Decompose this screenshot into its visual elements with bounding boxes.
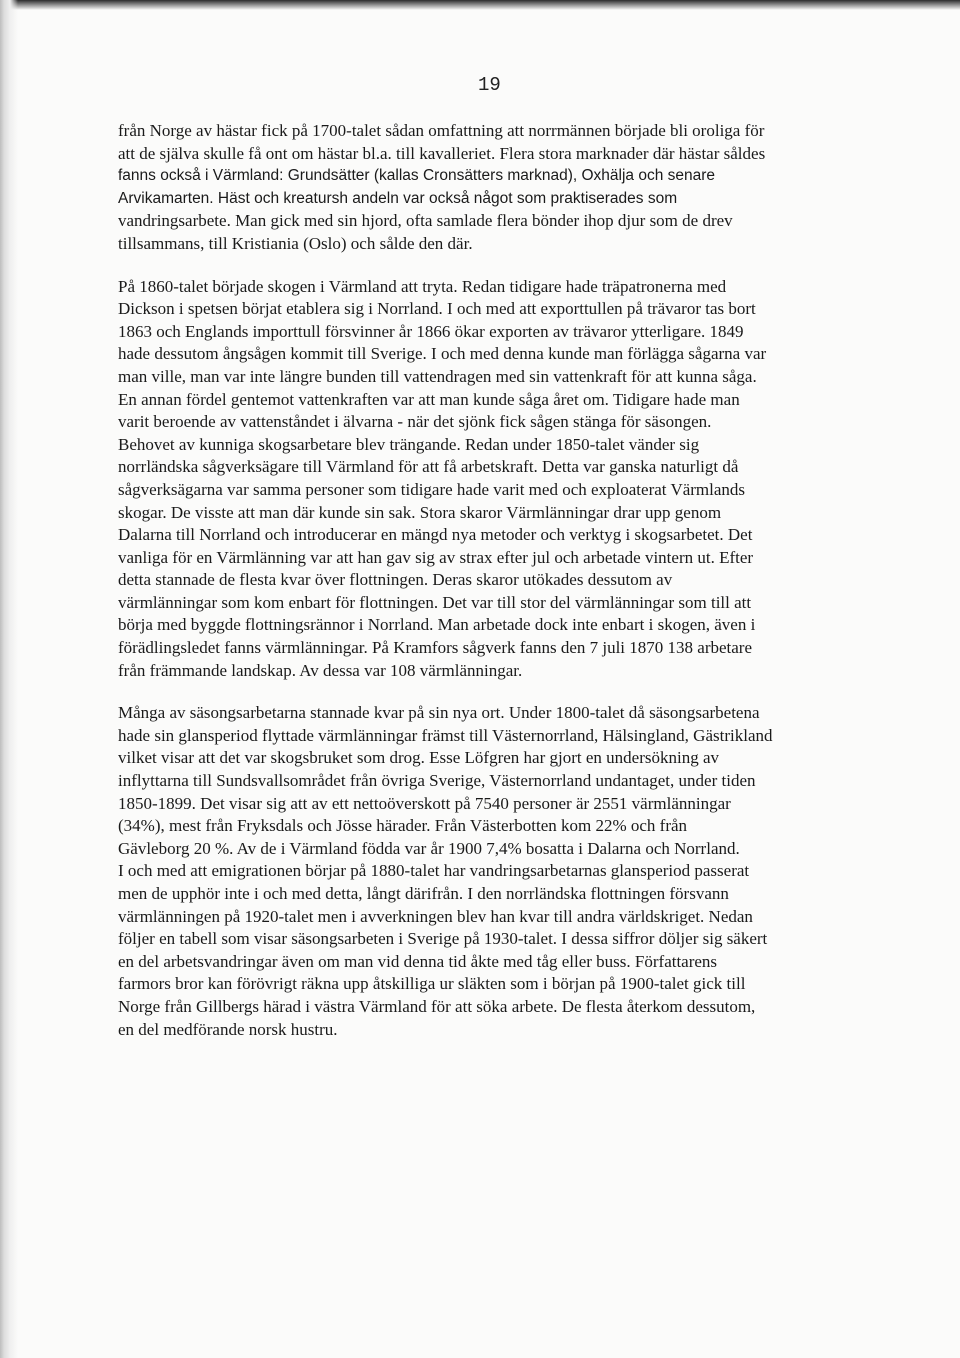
text-line: vandringsarbete. Man gick med sin hjord, ofta samlade flera bönder ihop djur som de drev [118, 211, 733, 231]
text-line: man ville, man var inte längre bunden till vattendragen med sin vattenkraft för att kunna såga. [118, 366, 757, 386]
text-line: På 1860-talet började skogen i Värmland att tryta. Redan tidigare hade träpatronerna med [118, 276, 727, 296]
text-line: inflyttarna till Sundsvallsområdet från övriga Sverige, Västernorrland undantaget, under tiden [118, 771, 756, 791]
text-line: detta stannade de flesta kvar över flottningen. Deras skaror utökades dessutom av [118, 570, 673, 590]
text-line: Många av säsongsarbetarna stannade kvar på sin nya ort. Under 1800-talet då säsongsarbetena [118, 703, 760, 723]
text-line: Gävleborg 20 %. Av de i Värmland födda var år 1900 7,4% bosatta i Dalarna och Norrland. [118, 838, 740, 858]
text-line: Dalarna till Norrland och introducerar en mängd nya metoder och verktyg i skogsarbetet. Det [118, 525, 753, 545]
text-line: I och med att emigrationen börjar på 1880-talet har vandringsarbetarnas glansperiod passerat [118, 861, 750, 881]
text-line: Norge från Gillbergs härad i västra Värmland för att söka arbete. De flesta återkom dessutom, [118, 996, 756, 1016]
text-line: 1850-1899. Det visar sig att av ett nettoöverskott på 7540 personer är 2551 värmlänningar [118, 793, 731, 813]
text-line: värmlänningen på 1920-talet men i avverkningen blev han kvar till andra världskriget. Nedan [118, 906, 753, 926]
text-line: en del medförande norsk hustru. [118, 1019, 338, 1039]
text-line: från främmande landskap. Av dessa var 108 värmlänningar. [118, 660, 523, 680]
text-line: vilket visar att det var skogsbruket som drog. Esse Löfgren har gjort en undersökning av [118, 748, 720, 768]
text-line: varit beroende av vattenståndet i älvarna - när det sjönk fick sågen stänga för säsongen. [118, 412, 712, 432]
text-line: hade dessutom ångsågen kommit till Sverige. I och med denna kunde man förlägga sågarna var [118, 344, 767, 364]
text-line: tillsammans, till Kristiania (Oslo) och sålde den där. [118, 233, 473, 253]
paragraph-3 [118, 702, 858, 1041]
text-line: Behovet av kunniga skogsarbetare blev trängande. Redan under 1850-talet vänder sig [118, 434, 700, 454]
body-text [118, 120, 858, 1061]
text-line: värmlänningar som kom enbart för flottningen. Det var till stor del värmlänningar som till att [118, 592, 752, 612]
scan-shadow-left [0, 0, 18, 1358]
text-line: en del arbetsvandringar även om man vid denna tid åkte med tåg eller buss. Författarens [118, 951, 718, 971]
text-line: Dickson i spetsen börjat etablera sig i Norrland. I och med att exporttullen på trävaror tas bort [118, 299, 756, 319]
text-line: 1863 och Englands importtull försvinner år 1866 ökar exporten av trävaror ytterligare. 1849 [118, 321, 744, 341]
paragraph-2 [118, 276, 858, 683]
text-line: vanliga för en Värmlänning var att han gav sig av strax efter jul och arbetade vintern ut. Efter [118, 547, 754, 567]
text-line: norrländska sågverksägare till Värmland för att få arbetskraft. Detta var ganska naturligt då [118, 457, 739, 477]
text-line: men de upphör inte i och med detta, långt därifrån. I den norrländska flottningen försvann [118, 884, 729, 903]
text-line: skogar. De visste att man där kunde sin sak. Stora skaror Värmlänningar drar upp genom [118, 502, 722, 522]
text-line: farmors bror kan förövrigt räkna upp åtskilliga ur släkten som i början på 1900-talet gick till [118, 974, 746, 994]
paragraph-1 [118, 120, 858, 256]
scan-shadow-top [0, 0, 960, 10]
text-line: (34%), mest från Fryksdals och Jösse härader. Från Västerbotten kom 22% och från [118, 816, 688, 836]
text-line: fanns också i Värmland: Grundsätter (kallas Cronsätters marknad), Oxhälja och senare [118, 167, 716, 185]
text-line: börja med byggde flottningsrännor i Norrland. Man arbetade dock inte enbart i skogen, även i [118, 615, 756, 635]
text-line: hade sin glansperiod flyttade värmlänningar främst till Västernorrland, Hälsingland, Gästrikland [118, 725, 773, 745]
text-line: En annan fördel gentemot vattenkraften var att man kunde såga året om. Tidigare hade man [118, 389, 740, 409]
page-number: 19 [478, 74, 501, 96]
text-line: att de själva skulle få ont om hästar bl.a. till kavalleriet. Flera stora marknader där hästar såldes [118, 143, 766, 163]
text-line: följer en tabell som visar säsongsarbeten i Sverige på 1930-talet. I dessa siffror döljer sig säkert [118, 929, 768, 949]
text-line: förädlingsledet fanns värmlänningar. På Kramfors sågverk fanns den 7 juli 1870 138 arbetare [118, 638, 753, 658]
text-line: från Norge av hästar fick på 1700-talet sådan omfattning att norrmännen började bli oroliga för [118, 121, 765, 140]
text-line: Arvikamarten. Häst och kreatursh andeln var också något som praktiserades som [118, 189, 678, 207]
text-line: sågverksägarna var samma personer som tidigare hade varit med och exploaterat Värmlands [118, 479, 746, 499]
